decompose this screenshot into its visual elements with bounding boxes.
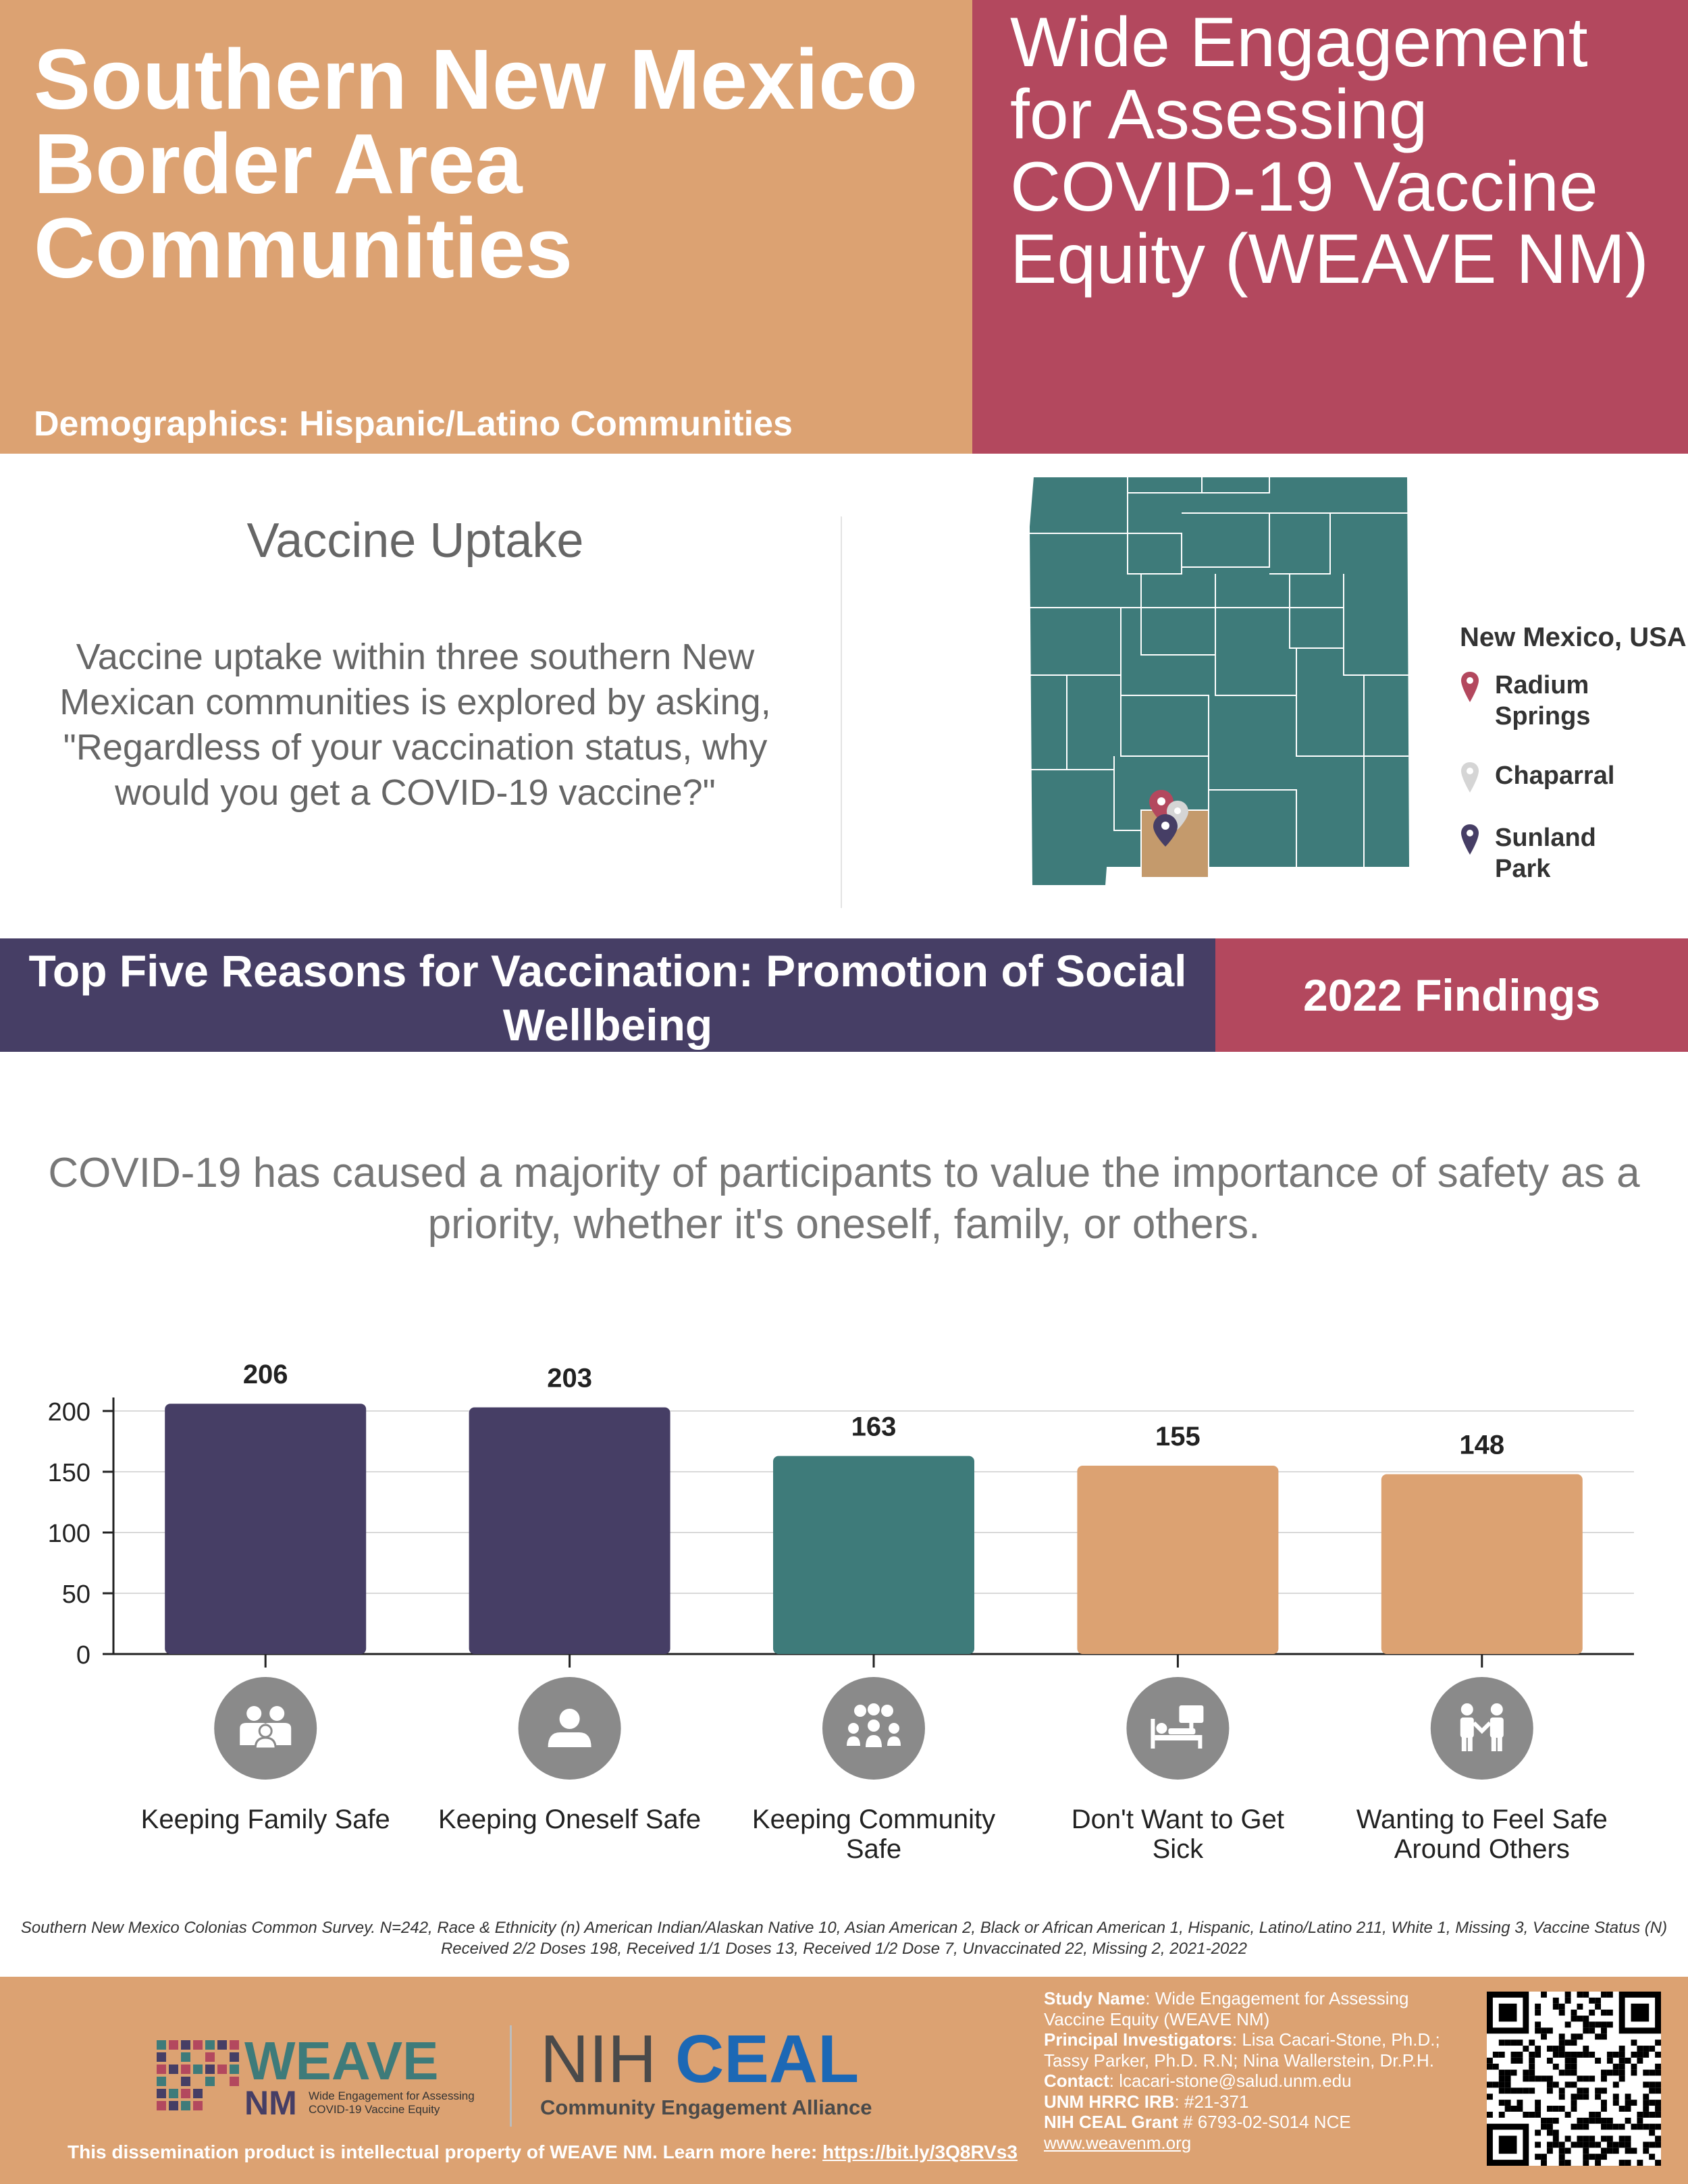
data-label: 163: [851, 1412, 897, 1442]
nih-ceal-logo: [540, 2021, 872, 2120]
website-link[interactable]: www.weavenm.org: [1044, 2132, 1192, 2153]
nih-wordmark: NIH: [540, 2021, 657, 2097]
findings-badge-text: 2022 Findings: [1302, 970, 1601, 1020]
header-right-panel: [972, 0, 1688, 454]
sick-bed-icon: [1126, 1677, 1229, 1780]
ceal-wordmark: CEAL: [675, 2021, 860, 2097]
qr-code-icon[interactable]: [1487, 1992, 1661, 2166]
study-name: : Wide Engagement for Assessing Vaccine Equity (WEAVE NM): [1044, 1988, 1409, 2029]
findings-badge: [1215, 938, 1688, 1052]
data-label: 148: [1459, 1430, 1505, 1460]
study-name-label: Study Name: [1044, 1988, 1146, 2008]
weave-nm-logo: [157, 2032, 494, 2123]
legend-label: Sunland Park: [1495, 824, 1596, 883]
map-pin-icon: [1460, 762, 1480, 794]
y-tick-label: 200: [47, 1398, 90, 1427]
y-tick-label: 50: [61, 1580, 90, 1609]
bar: [469, 1408, 670, 1654]
survey-footnote: Southern New Mexico Colonias Common Survey. N=242, Race & Ethnicity (n) American Indian/Alaskan Native 10, Asian American 2, Black or African American 1, Hispanic, Latino/Latino 211, White 1, Missing 3, Vaccine Status (N) Received 2/2 Doses 198, Received 1/1 Doses 13, Received 1/2 Dose 7, Unvaccinated 22, Missing 2, 2021-2022: [20, 1919, 1668, 1958]
community-icon: [822, 1677, 925, 1780]
map-legend-title: New Mexico, USA: [1460, 622, 1687, 652]
y-tick-label: 0: [76, 1641, 90, 1670]
weave-pattern-icon: [157, 2040, 239, 2110]
page-title: Southern New Mexico Border Area Communities: [34, 32, 918, 296]
category-label: Don't Want to Get Sick: [1071, 1805, 1284, 1864]
grant-number: # 6793-02-S014 NCE: [1178, 2112, 1351, 2132]
section-banner: [0, 938, 1215, 1052]
legend-item-radium-springs: [1460, 670, 1630, 732]
weave-nm-wordmark: NM: [244, 2084, 297, 2122]
intro-text: Vaccine uptake within three southern New Mexican communities is explored by asking, "Regardless of your vaccination status, why would you get a COVID-19 vaccine?": [59, 637, 771, 813]
data-label: 206: [242, 1360, 288, 1390]
legend-label: Radium Springs: [1495, 671, 1591, 730]
footer-note-text: This dissemination product is intellectual property of WEAVE NM. Learn more here:: [68, 2141, 818, 2162]
key-statement: COVID-19 has caused a majority of participants to value the importance of safety as a priority, whether it's oneself, family, or others.: [48, 1150, 1640, 1248]
y-tick-label: 100: [47, 1520, 90, 1548]
divider: [841, 516, 842, 908]
pi-names: : Lisa Cacari-Stone, Ph.D.; Tassy Parker, Ph.D. R.N; Nina Wallerstein, Dr.P.H.: [1044, 2029, 1440, 2071]
header-left-panel: [0, 0, 972, 454]
section-title: Vaccine Uptake: [246, 514, 584, 568]
category-label: Keeping Oneself Safe: [438, 1805, 702, 1834]
y-tick-label: 150: [47, 1459, 90, 1487]
data-label: 155: [1155, 1422, 1201, 1451]
footer-link[interactable]: https://bit.ly/3Q8RVs3: [822, 2141, 1018, 2162]
weave-tagline-2: COVID-19 Vaccine Equity: [309, 2103, 440, 2116]
weave-tagline-1: Wide Engagement for Assessing: [309, 2089, 475, 2102]
page-subtitle: Demographics: Hispanic/Latino Communities: [34, 404, 793, 444]
category-label: Keeping Family Safe: [140, 1805, 390, 1834]
people-handshake-icon: [1431, 1677, 1533, 1780]
state-shape: [1029, 477, 1410, 886]
data-label: 203: [547, 1363, 592, 1393]
category-label: Wanting to Feel Safe Around Others: [1356, 1805, 1608, 1864]
bar: [1381, 1474, 1583, 1654]
grant-label: NIH CEAL Grant: [1044, 2112, 1178, 2132]
legend-item-chaparral: [1460, 760, 1630, 794]
category-label: Keeping Community Safe: [751, 1805, 996, 1864]
weave-wordmark: WEAVE: [244, 2032, 439, 2091]
bar: [1077, 1466, 1278, 1654]
person-icon: [519, 1677, 621, 1780]
legend-label: Chaparral: [1495, 762, 1615, 790]
footer-note: [68, 2141, 1018, 2163]
nih-ceal-tagline: Community Engagement Alliance: [540, 2096, 872, 2119]
pi-label: Principal Investigators: [1044, 2029, 1232, 2050]
study-info: [1044, 1988, 1449, 2153]
bar-chart: [0, 1323, 1688, 1877]
legend-item-sunland-park: [1460, 822, 1630, 884]
section-banner-text: Top Five Reasons for Vaccination: Promotion of Social Wellbeing: [28, 946, 1187, 1050]
map-pin-icon: [1460, 824, 1480, 856]
bar: [773, 1456, 974, 1654]
irb-number: : #21-371: [1174, 2091, 1249, 2112]
contact-label: Contact: [1044, 2071, 1109, 2091]
bar: [165, 1404, 366, 1654]
irb-label: UNM HRRC IRB: [1044, 2091, 1175, 2112]
contact-email[interactable]: : lcacari-stone@salud.unm.edu: [1109, 2071, 1352, 2091]
new-mexico-map: [1026, 473, 1418, 911]
family-icon: [214, 1677, 317, 1780]
program-title: Wide Engagement for Assessing COVID-19 Vaccine Equity (WEAVE NM): [1010, 3, 1649, 298]
footer-divider: [510, 2025, 512, 2127]
map-pin-icon: [1460, 671, 1480, 703]
